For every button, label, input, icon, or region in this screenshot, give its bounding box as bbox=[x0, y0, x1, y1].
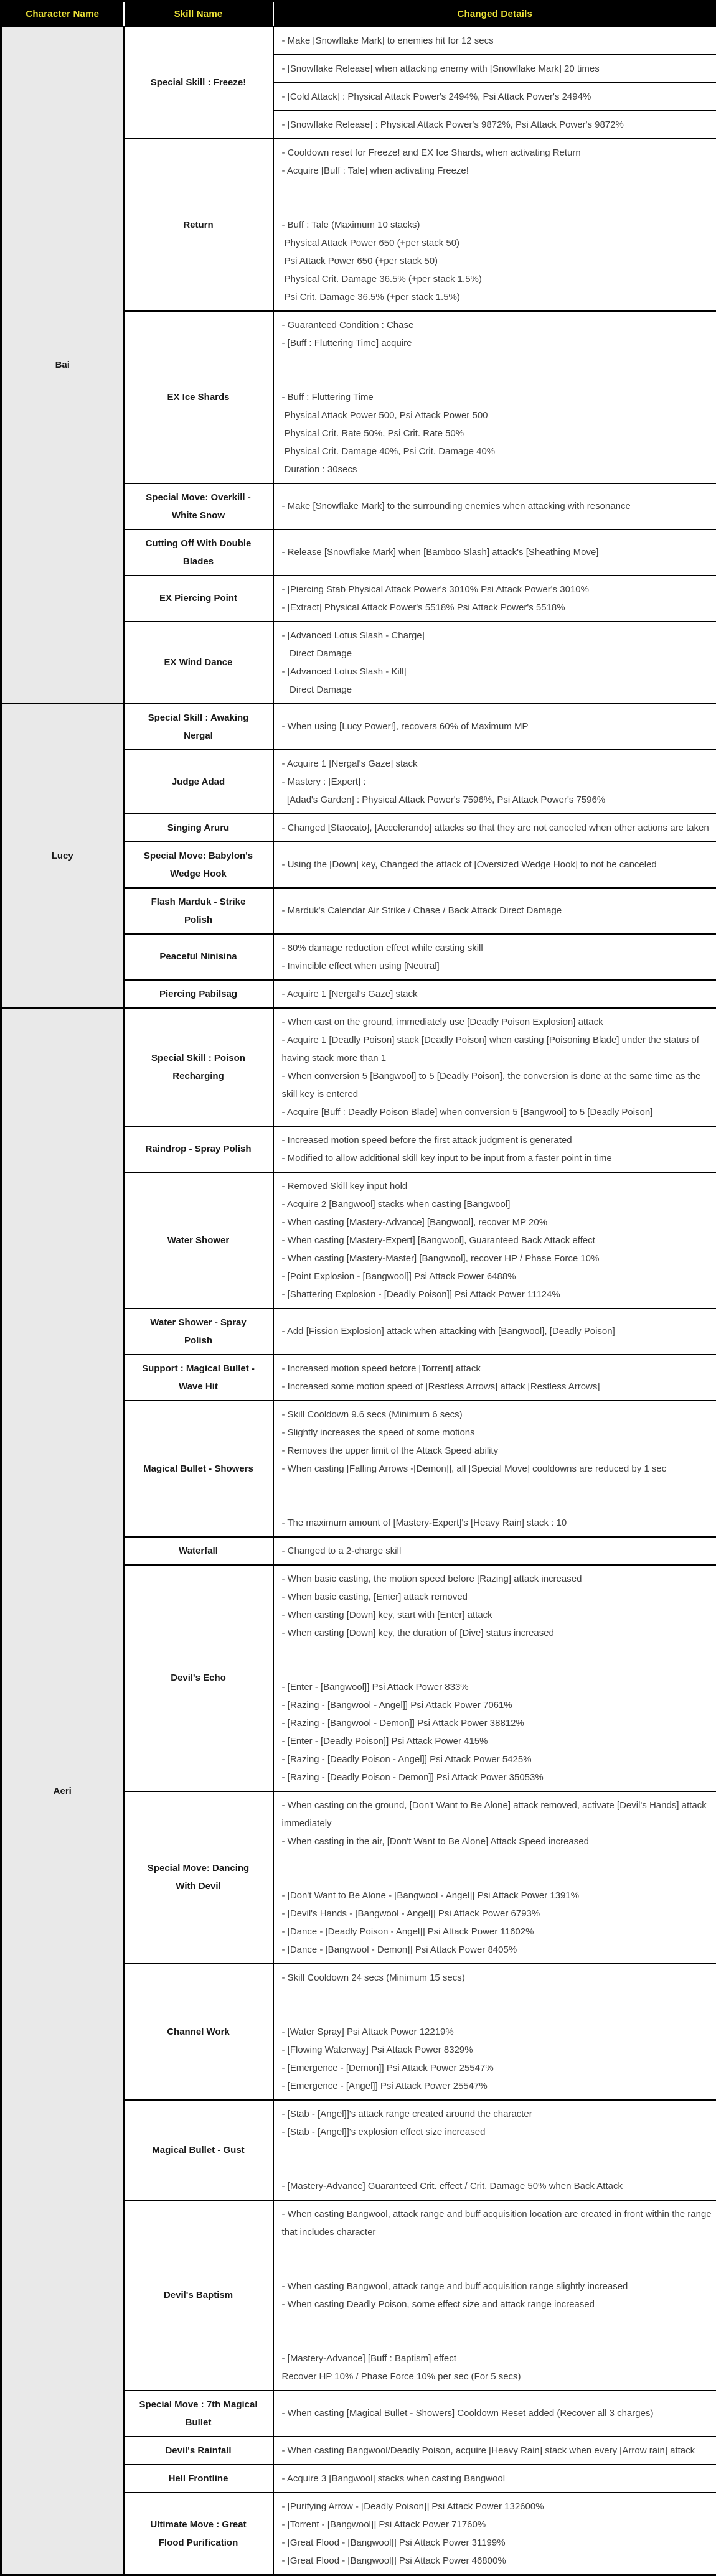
skill-name-cell: Special Move : 7th Magical Bullet bbox=[124, 2391, 273, 2437]
detail-line: [Adad's Garden] : Physical Attack Power's 7596%, Psi Attack Power's 7596% bbox=[282, 791, 713, 809]
table-row bbox=[1, 704, 716, 750]
detail-line: Physical Crit. Damage 36.5% (+per stack 1.5%) bbox=[282, 270, 713, 288]
detail-line: - Skill Cooldown 9.6 secs (Minimum 6 secs) bbox=[282, 1406, 713, 1424]
detail-line: - When casting Bangwool/Deadly Poison, acquire [Heavy Rain] stack when every [Arrow rain] attack bbox=[282, 2442, 713, 2460]
detail-line: - [Advanced Lotus Slash - Kill] bbox=[282, 663, 713, 681]
changed-details-cell bbox=[273, 704, 716, 750]
detail-line: - [Mastery-Advance] [Buff : Baptism] effect bbox=[282, 2350, 713, 2368]
detail-line: - Add [Fission Explosion] attack when attacking with [Bangwool], [Deadly Poison] bbox=[282, 1322, 713, 1340]
skill-name-cell: EX Ice Shards bbox=[124, 311, 273, 483]
detail-line: Psi Crit. Damage 36.5% (+per stack 1.5%) bbox=[282, 288, 713, 306]
character-name-cell: Lucy bbox=[1, 704, 124, 1008]
detail-line: - Release [Snowflake Mark] when [Bamboo Slash] attack's [Sheathing Move] bbox=[282, 543, 713, 561]
skill-name-cell: Magical Bullet - Gust bbox=[124, 2100, 273, 2200]
changed-details-cell bbox=[273, 814, 716, 842]
detail-line: - [Advanced Lotus Slash - Charge] bbox=[282, 627, 713, 645]
header-character-name: Character Name bbox=[1, 1, 124, 27]
detail-line: - [Great Flood - [Bangwool]] Psi Attack Power 46800% bbox=[282, 2552, 713, 2570]
skill-name-cell: Magical Bullet - Showers bbox=[124, 1401, 273, 1537]
skill-name-cell: Devil's Rainfall bbox=[124, 2437, 273, 2465]
detail-line: Physical Attack Power 650 (+per stack 50) bbox=[282, 234, 713, 252]
changed-details-cell bbox=[273, 2437, 716, 2465]
changed-details-cell bbox=[273, 530, 716, 576]
changed-details-cell bbox=[273, 576, 716, 622]
detail-line: - [Purifying Arrow - [Deadly Poison]] Psi Attack Power 132600% bbox=[282, 2498, 713, 2516]
skill-name-cell: EX Wind Dance bbox=[124, 622, 273, 704]
changed-details-cell bbox=[273, 888, 716, 934]
detail-line: - [Stab - [Angel]]'s explosion effect size increased bbox=[282, 2123, 713, 2141]
detail-line: - [Mastery-Advance] Guaranteed Crit. effect / Crit. Damage 50% when Back Attack bbox=[282, 2177, 713, 2195]
detail-line: - When casting in the air, [Don't Want to Be Alone] Attack Speed increased bbox=[282, 1832, 713, 1850]
detail-line: Direct Damage bbox=[282, 645, 713, 663]
blank-line bbox=[282, 1987, 713, 2023]
blank-line bbox=[282, 2141, 713, 2177]
detail-line: - [Razing - [Bangwool - Angel]] Psi Attack Power 7061% bbox=[282, 1696, 713, 1714]
detail-line: - [Torrent - [Bangwool]] Psi Attack Power 71760% bbox=[282, 2516, 713, 2534]
skill-name-cell: Water Shower bbox=[124, 1172, 273, 1309]
detail-line: - Marduk's Calendar Air Strike / Chase / Back Attack Direct Damage bbox=[282, 902, 713, 920]
detail-line: - When casting Bangwool, attack range and buff acquisition location are created in front within the range that includes character bbox=[282, 2205, 713, 2241]
detail-line: - When casting [Falling Arrows -[Demon]], all [Special Move] cooldowns are reduced by 1 sec bbox=[282, 1460, 713, 1478]
detail-line: - When casting [Mastery-Advance] [Bangwool], recover MP 20% bbox=[282, 1213, 713, 1231]
changed-details-cell bbox=[273, 2391, 716, 2437]
detail-line: Duration : 30secs bbox=[282, 460, 713, 478]
blank-line bbox=[282, 352, 713, 388]
detail-line: - When using [Lucy Power!], recovers 60% of Maximum MP bbox=[282, 717, 713, 735]
skill-name-cell: Water Shower - Spray Polish bbox=[124, 1309, 273, 1355]
header-row bbox=[1, 1, 716, 27]
skill-name-cell: Special Skill : Freeze! bbox=[124, 27, 273, 139]
header-skill-name: Skill Name bbox=[124, 1, 273, 27]
detail-line: - [Emergence - [Angel]] Psi Attack Power 25547% bbox=[282, 2077, 713, 2095]
detail-line: - Acquire [Buff : Tale] when activating Freeze! bbox=[282, 162, 713, 180]
detail-line: - [Devil's Hands - [Bangwool - Angel]] Psi Attack Power 6793% bbox=[282, 1905, 713, 1923]
changed-details-cell bbox=[273, 1537, 716, 1565]
changed-details-cell bbox=[273, 483, 716, 530]
detail-line: - Acquire [Buff : Deadly Poison Blade] when conversion 5 [Bangwool] to 5 [Deadly Poison] bbox=[282, 1103, 713, 1121]
detail-line: Recover HP 10% / Phase Force 10% per sec (For 5 secs) bbox=[282, 2368, 713, 2386]
table-row bbox=[1, 27, 716, 55]
character-group bbox=[1, 1008, 716, 2575]
skill-name-cell: Singing Aruru bbox=[124, 814, 273, 842]
detail-line: - [Shattering Explosion - [Deadly Poison]] Psi Attack Power 11124% bbox=[282, 1286, 713, 1304]
skill-name-cell: Return bbox=[124, 139, 273, 311]
changed-details-cell bbox=[273, 2493, 716, 2575]
detail-line: - [Great Flood - [Bangwool]] Psi Attack Power 31199% bbox=[282, 2534, 713, 2552]
character-name-cell: Aeri bbox=[1, 1008, 124, 2575]
table-header bbox=[1, 1, 716, 27]
detail-line: - [Enter - [Deadly Poison]] Psi Attack Power 415% bbox=[282, 1732, 713, 1750]
changed-details-cell bbox=[273, 750, 716, 814]
changed-details-cell bbox=[273, 83, 716, 111]
changed-details-cell bbox=[273, 55, 716, 83]
detail-line: - When basic casting, [Enter] attack removed bbox=[282, 1588, 713, 1606]
changed-details-cell bbox=[273, 111, 716, 139]
blank-line bbox=[282, 2241, 713, 2277]
skill-name-cell: Ultimate Move : Great Flood Purification bbox=[124, 2493, 273, 2575]
blank-line bbox=[282, 2313, 713, 2350]
detail-line: - When casting [Magical Bullet - Showers] Cooldown Reset added (Recover all 3 charges) bbox=[282, 2404, 713, 2422]
changed-details-cell bbox=[273, 1309, 716, 1355]
detail-line: - Acquire 2 [Bangwool] stacks when casting [Bangwool] bbox=[282, 1195, 713, 1213]
detail-line: - When cast on the ground, immediately use [Deadly Poison Explosion] attack bbox=[282, 1013, 713, 1031]
detail-line: - [Razing - [Deadly Poison - Angel]] Psi Attack Power 5425% bbox=[282, 1750, 713, 1768]
changed-details-cell bbox=[273, 1126, 716, 1172]
detail-line: - [Point Explosion - [Bangwool]] Psi Attack Power 6488% bbox=[282, 1267, 713, 1286]
detail-line: - [Piercing Stab Physical Attack Power's 3010% Psi Attack Power's 3010% bbox=[282, 581, 713, 599]
detail-line: - When casting [Mastery-Expert] [Bangwool], Guaranteed Back Attack effect bbox=[282, 1231, 713, 1249]
blank-line bbox=[282, 1850, 713, 1887]
blank-line bbox=[282, 180, 713, 216]
detail-line: - 80% damage reduction effect while casting skill bbox=[282, 939, 713, 957]
detail-line: - Removed Skill key input hold bbox=[282, 1177, 713, 1195]
skill-name-cell: Special Move: Babylon's Wedge Hook bbox=[124, 842, 273, 888]
skill-name-cell: Special Move: Overkill - White Snow bbox=[124, 483, 273, 530]
detail-line: Physical Crit. Damage 40%, Psi Crit. Damage 40% bbox=[282, 442, 713, 460]
detail-line: Direct Damage bbox=[282, 681, 713, 699]
detail-line: - [Extract] Physical Attack Power's 5518% Psi Attack Power's 5518% bbox=[282, 599, 713, 617]
detail-line: Psi Attack Power 650 (+per stack 50) bbox=[282, 252, 713, 270]
detail-line: - [Snowflake Release] when attacking enemy with [Snowflake Mark] 20 times bbox=[282, 60, 713, 78]
skill-name-cell: Peaceful Ninisina bbox=[124, 934, 273, 980]
blank-line bbox=[282, 1478, 713, 1514]
detail-line: - [Enter - [Bangwool]] Psi Attack Power 833% bbox=[282, 1678, 713, 1696]
detail-line: - Skill Cooldown 24 secs (Minimum 15 secs) bbox=[282, 1969, 713, 1987]
detail-line: - When casting [Down] key, the duration of [Dive] status increased bbox=[282, 1624, 713, 1642]
detail-line: - Acquire 1 [Nergal's Gaze] stack bbox=[282, 755, 713, 773]
detail-line: Physical Crit. Rate 50%, Psi Crit. Rate 50% bbox=[282, 424, 713, 442]
detail-line: - Mastery : [Expert] : bbox=[282, 773, 713, 791]
skill-name-cell: Support : Magical Bullet - Wave Hit bbox=[124, 1355, 273, 1401]
skill-name-cell: Channel Work bbox=[124, 1964, 273, 2100]
skill-name-cell: Special Move: Dancing With Devil bbox=[124, 1791, 273, 1964]
detail-line: - Changed to a 2-charge skill bbox=[282, 1542, 713, 1560]
detail-line: - Cooldown reset for Freeze! and EX Ice Shards, when activating Return bbox=[282, 144, 713, 162]
character-group bbox=[1, 27, 716, 704]
detail-line: - [Dance - [Bangwool - Demon]] Psi Attack Power 8405% bbox=[282, 1941, 713, 1959]
skill-name-cell: Cutting Off With Double Blades bbox=[124, 530, 273, 576]
detail-line: - [Buff : Fluttering Time] acquire bbox=[282, 334, 713, 352]
detail-line: - Acquire 1 [Nergal's Gaze] stack bbox=[282, 985, 713, 1003]
blank-line bbox=[282, 1642, 713, 1678]
detail-line: - Removes the upper limit of the Attack Speed ability bbox=[282, 1442, 713, 1460]
table-row bbox=[1, 1008, 716, 1126]
changed-details-cell bbox=[273, 2100, 716, 2200]
changed-details-cell bbox=[273, 980, 716, 1008]
character-name-cell: Bai bbox=[1, 27, 124, 704]
detail-line: - [Cold Attack] : Physical Attack Power's 2494%, Psi Attack Power's 2494% bbox=[282, 88, 713, 106]
detail-line: - When casting on the ground, [Don't Want to Be Alone] attack removed, activate [Devil's Hands] attack immediately bbox=[282, 1796, 713, 1832]
changed-details-cell bbox=[273, 311, 716, 483]
changed-details-cell bbox=[273, 139, 716, 311]
detail-line: - [Stab - [Angel]]'s attack range created around the character bbox=[282, 2105, 713, 2123]
detail-line: - Modified to allow additional skill key input to be input from a faster point in time bbox=[282, 1149, 713, 1167]
skill-name-cell: Waterfall bbox=[124, 1537, 273, 1565]
detail-line: - When casting [Mastery-Master] [Bangwool], recover HP / Phase Force 10% bbox=[282, 1249, 713, 1267]
detail-line: - [Dance - [Deadly Poison - Angel]] Psi Attack Power 11602% bbox=[282, 1923, 713, 1941]
skill-name-cell: Devil's Baptism bbox=[124, 2200, 273, 2391]
skill-name-cell: EX Piercing Point bbox=[124, 576, 273, 622]
skill-name-cell: Special Skill : Poison Recharging bbox=[124, 1008, 273, 1126]
changed-details-cell bbox=[273, 1172, 716, 1309]
skill-name-cell: Piercing Pabilsag bbox=[124, 980, 273, 1008]
skill-name-cell: Judge Adad bbox=[124, 750, 273, 814]
detail-line: - [Water Spray] Psi Attack Power 12219% bbox=[282, 2023, 713, 2041]
changed-details-cell bbox=[273, 1401, 716, 1537]
detail-line: - When casting Deadly Poison, some effect size and attack range increased bbox=[282, 2295, 713, 2313]
detail-line: - Invincible effect when using [Neutral] bbox=[282, 957, 713, 975]
detail-line: - Increased motion speed before [Torrent] attack bbox=[282, 1360, 713, 1378]
detail-line: - Acquire 1 [Deadly Poison] stack [Deadly Poison] when casting [Poisoning Blade] under the status of having stack more than 1 bbox=[282, 1031, 713, 1067]
detail-line: - Buff : Fluttering Time bbox=[282, 388, 713, 406]
detail-line: - Make [Snowflake Mark] to enemies hit for 12 secs bbox=[282, 32, 713, 50]
detail-line: - Guaranteed Condition : Chase bbox=[282, 316, 713, 334]
skill-name-cell: Flash Marduk - Strike Polish bbox=[124, 888, 273, 934]
detail-line: Physical Attack Power 500, Psi Attack Power 500 bbox=[282, 406, 713, 424]
detail-line: - Changed [Staccato], [Accelerando] attacks so that they are not canceled when other actions are taken bbox=[282, 819, 713, 837]
changed-details-cell bbox=[273, 1791, 716, 1964]
detail-line: - When conversion 5 [Bangwool] to 5 [Deadly Poison], the conversion is done at the same time as the skill key is entered bbox=[282, 1067, 713, 1103]
detail-line: - Acquire 3 [Bangwool] stacks when casting Bangwool bbox=[282, 2470, 713, 2488]
changed-details-cell bbox=[273, 27, 716, 55]
detail-line: - Using the [Down] key, Changed the attack of [Oversized Wedge Hook] to not be canceled bbox=[282, 856, 713, 874]
skill-name-cell: Hell Frontline bbox=[124, 2465, 273, 2493]
detail-line: - Increased motion speed before the first attack judgment is generated bbox=[282, 1131, 713, 1149]
changed-details-cell bbox=[273, 1565, 716, 1791]
skill-name-cell: Special Skill : Awaking Nergal bbox=[124, 704, 273, 750]
detail-line: - [Emergence - [Demon]] Psi Attack Power 25547% bbox=[282, 2059, 713, 2077]
detail-line: - [Flowing Waterway] Psi Attack Power 8329% bbox=[282, 2041, 713, 2059]
detail-line: - Increased some motion speed of [Restless Arrows] attack [Restless Arrows] bbox=[282, 1378, 713, 1396]
detail-line: - [Snowflake Release] : Physical Attack Power's 9872%, Psi Attack Power's 9872% bbox=[282, 116, 713, 134]
detail-line: - When basic casting, the motion speed before [Razing] attack increased bbox=[282, 1570, 713, 1588]
detail-line: - The maximum amount of [Mastery-Expert]'s [Heavy Rain] stack : 10 bbox=[282, 1514, 713, 1532]
detail-line: - [Don't Want to Be Alone - [Bangwool - Angel]] Psi Attack Power 1391% bbox=[282, 1887, 713, 1905]
detail-line: - [Razing - [Bangwool - Demon]] Psi Attack Power 38812% bbox=[282, 1714, 713, 1732]
changed-details-cell bbox=[273, 2200, 716, 2391]
changed-details-cell bbox=[273, 1355, 716, 1401]
changed-details-cell bbox=[273, 1008, 716, 1126]
skill-name-cell: Raindrop - Spray Polish bbox=[124, 1126, 273, 1172]
detail-line: - [Razing - [Deadly Poison - Demon]] Psi Attack Power 35053% bbox=[282, 1768, 713, 1786]
detail-line: - Slightly increases the speed of some motions bbox=[282, 1424, 713, 1442]
header-changed-details: Changed Details bbox=[273, 1, 716, 27]
changed-details-cell bbox=[273, 1964, 716, 2100]
detail-line: - When casting Bangwool, attack range and buff acquisition range slightly increased bbox=[282, 2277, 713, 2295]
changed-details-cell bbox=[273, 934, 716, 980]
skill-name-cell: Devil's Echo bbox=[124, 1565, 273, 1791]
detail-line: - When casting [Down] key, start with [Enter] attack bbox=[282, 1606, 713, 1624]
detail-line: - Make [Snowflake Mark] to the surrounding enemies when attacking with resonance bbox=[282, 497, 713, 515]
changed-details-cell bbox=[273, 622, 716, 704]
detail-line: - Buff : Tale (Maximum 10 stacks) bbox=[282, 216, 713, 234]
changed-details-cell bbox=[273, 2465, 716, 2493]
character-group bbox=[1, 704, 716, 1008]
changed-details-cell bbox=[273, 842, 716, 888]
